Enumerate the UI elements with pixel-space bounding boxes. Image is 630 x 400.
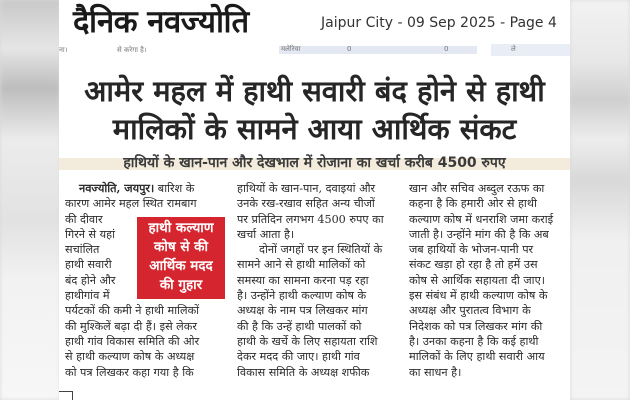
strip-fragment-mid: से करेगा है। — [117, 46, 147, 54]
callout-line: हाथी कल्याण — [148, 220, 214, 236]
crop-corner-mark — [59, 391, 73, 400]
body-line: कोष से आर्थिक सहायता दी जाए। — [409, 273, 545, 287]
body-line: हाथियों के खान-पान, दवाइयां और — [237, 182, 376, 195]
body-line: का साधन है। — [409, 365, 462, 379]
body-line: की दीवार — [65, 212, 103, 226]
dateline: नवज्योति, जयपुर। — [79, 181, 155, 195]
body-line: बंद होने और — [65, 273, 116, 287]
strip-table-value: 0 — [444, 45, 449, 53]
body-line: हाथीगांव में — [65, 289, 110, 303]
body-line: दोनों जगहों पर इन स्थितियों के — [259, 243, 383, 257]
body-line: को पत्र लिखकर कहा गया है कि — [65, 365, 194, 379]
strip-table-label: मलेरिया — [281, 45, 301, 53]
body-line: निदेशक को पत्र लिखकर मांग की — [409, 319, 543, 333]
strip-table-row — [279, 46, 477, 54]
body-line: जब हाथियों के भोजन-पानी पर — [409, 243, 534, 257]
body-line: कहना है कि हमारी ओर से हाथी — [409, 197, 537, 211]
body-line: देकर मदद की जाए। हाथी गांव — [237, 350, 360, 364]
article-column-3 — [409, 181, 567, 380]
body-line: है। उन्होंने हाथी कल्याण कोष के — [237, 289, 367, 303]
body-line: संकट खड़ा हो रहा है तो हमें उस — [409, 258, 538, 272]
callout-box — [137, 217, 225, 299]
body-line: हाथी सवारी — [65, 258, 112, 272]
newspaper-logo: दैनिक नवज्योति — [73, 4, 249, 40]
body-line: पर प्रतिदिन लगभग 4500 रुपए का — [237, 212, 384, 226]
callout-line: कोष से की — [153, 239, 209, 255]
body-line: विकास समिति के अध्यक्ष शफीक — [237, 365, 370, 379]
body-line: है। उनका कहना है कि कई हाथी — [409, 334, 539, 348]
headline-line-1: आमेर महल में हाथी सवारी बंद होने से हाथी — [84, 74, 545, 108]
body-line: की है कि उन्हें हाथी पालकों को — [237, 319, 362, 333]
body-line: जाती है। उन्होंने मांग की है कि अब — [409, 227, 549, 241]
cropped-previous-content-strip — [59, 44, 570, 56]
body-line: से हाथी कल्याण कोष के अध्यक्ष — [65, 350, 195, 364]
masthead — [59, 0, 570, 44]
body-line: मालिकों के लिए हाथी सवारी आय — [409, 350, 545, 364]
strip-side-fragment: ले — [511, 45, 516, 53]
headline-line-2: मालिकों के सामने आया आर्थिक संकट — [112, 112, 517, 146]
strip-fragment-left: ना। — [59, 46, 68, 54]
body-line: सामने आने से हाथी मालिकों को — [237, 258, 366, 272]
body-line: समस्या का सामना करना पड़ रहा — [237, 273, 369, 287]
blurred-background-left — [0, 0, 60, 400]
body-line: उनके रख-रखाव सहित अन्य चीजों — [237, 197, 375, 211]
body-line: गिरने से यहां — [65, 227, 115, 241]
body-line: अध्यक्ष और पुरातत्व विभाग के — [409, 304, 531, 318]
callout-line: की गुहार — [159, 277, 203, 293]
article-headline — [59, 72, 570, 148]
body-line: इस संबंध में हाथी कल्याण कोष के — [409, 289, 548, 303]
newspaper-page — [59, 0, 570, 400]
body-line: पर्यटकों की कमी ने हाथी मालिकों — [65, 304, 200, 318]
body-text: बारिश के — [154, 182, 195, 195]
body-line: हाथी गांव विकास समिति की ओर — [65, 334, 200, 348]
edition-info: Jaipur City - 09 Sep 2025 - Page 4 — [321, 15, 557, 31]
strip-table-value: 0 — [347, 45, 352, 53]
body-line: खान और सचिव अब्दुल रऊफ का — [409, 182, 545, 195]
body-line: हाथी के खर्चे के लिए सहायता राशि — [237, 334, 378, 348]
strip-side-box — [491, 44, 570, 56]
article-column-2 — [237, 181, 405, 380]
body-line: कारण आमेर महल स्थित रामबाग — [65, 197, 197, 211]
body-line: की मुश्किलें बढ़ा दी हैं। इसे लेकर — [65, 319, 197, 333]
body-line: खर्चा आता है। — [237, 227, 295, 241]
article-subheadline: हाथियों के खान-पान और देखभाल में रोजाना का खर्चा करीब 4500 रुपए — [123, 155, 506, 171]
body-line: अध्यक्ष के नाम पत्र लिखकर मांग — [237, 304, 368, 318]
body-line: कल्याण कोष में धनराशि जमा कराई — [409, 212, 554, 226]
callout-line: आर्थिक मदद — [149, 258, 213, 274]
blurred-background-right — [570, 0, 630, 400]
body-line: सचांलित — [65, 243, 100, 257]
